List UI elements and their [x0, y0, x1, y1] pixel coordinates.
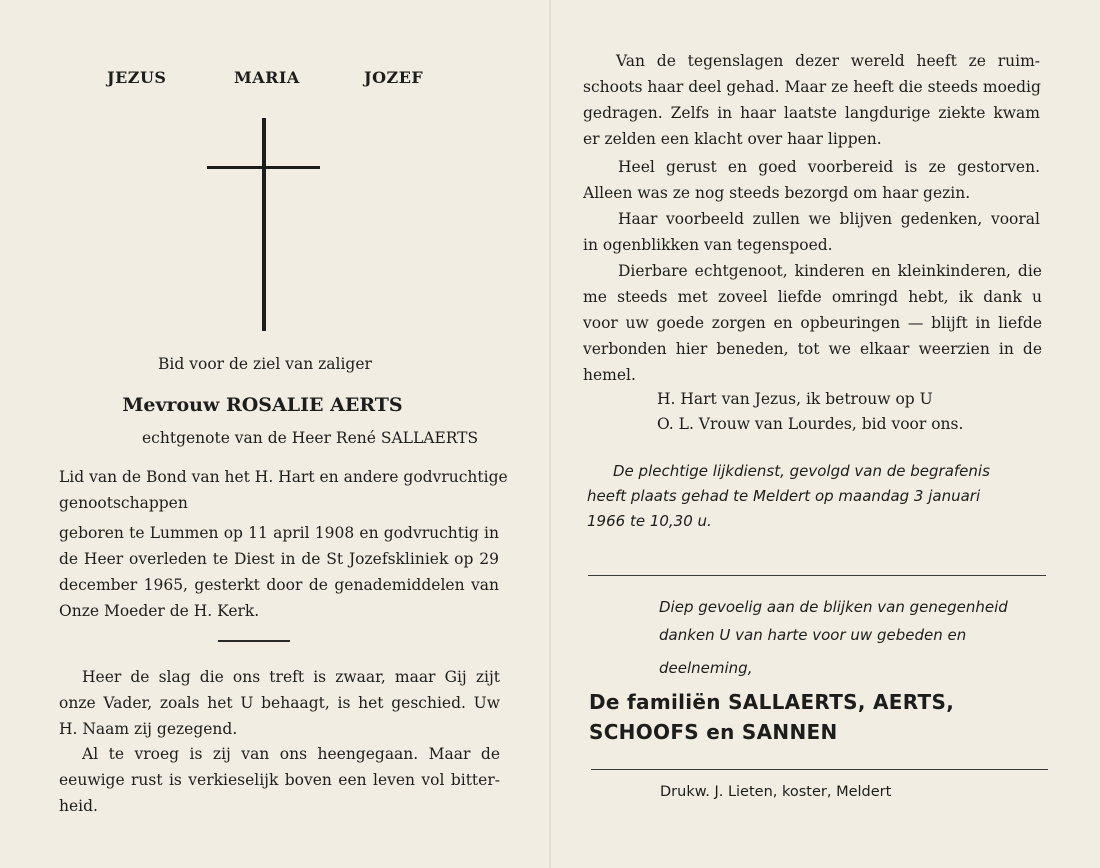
center-fold	[549, 0, 551, 868]
life-line-4: Onze Moeder de H. Kerk.	[59, 602, 260, 620]
deceased-name	[0, 394, 525, 416]
right-para4-line-4: verbonden hier beneden, tot we elkaar weerzien in de	[583, 340, 1042, 358]
thanks-line-1: Diep gevoelig aan de blijken van genegenheid	[659, 598, 1008, 616]
invocation-1: H. Hart van Jezus, ik betrouw op U	[657, 390, 933, 408]
header-name-jezus: JEZUS	[107, 68, 167, 87]
right-para4-line-5: hemel.	[583, 366, 636, 384]
right-para1-line-4: er zelden een klacht over haar lippen.	[583, 130, 882, 148]
membership-line-2: genootschappen	[59, 494, 188, 512]
thanks-line-2: danken U van harte voor uw gebeden en	[659, 626, 967, 644]
right-para3-line-2: in ogenblikken van tegenspoed.	[583, 236, 833, 254]
right-para1-line-3: gedragen. Zelfs in haar laatste langdurige ziekte kwam	[583, 104, 1040, 122]
thanks-line-3: deelneming,	[659, 659, 753, 677]
spouse-line: echtgenote van de Heer René SALLAERTS	[142, 429, 479, 447]
family-line-1: De familiën SALLAERTS, AERTS,	[589, 690, 955, 714]
right-para1-line-1: Van de tegenslagen dezer wereld heeft ze ruim-	[616, 52, 1040, 70]
right-para3-line-1: Haar voorbeeld zullen we blijven gedenken, vooral	[618, 210, 1040, 228]
right-para1-line-2: schoots haar deel gehad. Maar ze heeft die steeds moedig	[583, 78, 1041, 96]
header-name-maria: MARIA	[234, 68, 300, 87]
funeral-line-1: De plechtige lijkdienst, gevolgd van de begrafenis	[613, 462, 990, 480]
left-para1-line-2: onze Vader, zoals het U behaagt, is het geschied. Uw	[59, 694, 500, 712]
cross-icon-bar	[207, 166, 320, 169]
right-para2-line-1: Heel gerust en goed voorbereid is ze gestorven.	[618, 158, 1040, 176]
life-line-1: geboren te Lummen op 11 april 1908 en godvruchtig in	[59, 524, 499, 542]
left-para1-line-3: H. Naam zij gezegend.	[59, 720, 238, 738]
left-para2-line-2: eeuwige rust is verkieselijk boven een leven vol bitter-	[59, 771, 500, 789]
cross-icon	[262, 118, 266, 331]
family-line-2: SCHOOFS en SANNEN	[589, 720, 838, 744]
header-name-jozef: JOZEF	[364, 68, 424, 87]
deceased-prefix: Mevrouw	[122, 394, 220, 416]
right-para4-line-1: Dierbare echtgenoot, kinderen en kleinkinderen, die	[618, 262, 1042, 280]
divider	[218, 640, 290, 642]
funeral-line-3: 1966 te 10,30 u.	[587, 512, 712, 530]
right-para4-line-3: voor uw goede zorgen en opbeuringen — blijft in liefde	[583, 314, 1042, 332]
invocation-2: O. L. Vrouw van Lourdes, bid voor ons.	[657, 415, 964, 433]
divider	[591, 769, 1048, 770]
right-para2-line-2: Alleen was ze nog steeds bezorgd om haar gezin.	[583, 184, 971, 202]
divider	[588, 575, 1046, 576]
printer-credit: Drukw. J. Lieten, koster, Meldert	[660, 784, 892, 800]
deceased-fullname: ROSALIE AERTS	[225, 394, 403, 416]
funeral-line-2: heeft plaats gehad te Meldert op maandag 3 januari	[587, 487, 981, 505]
left-para2-line-3: heid.	[59, 797, 98, 815]
prayer-intro: Bid voor de ziel van zaliger	[158, 355, 372, 373]
left-para2-line-1: Al te vroeg is zij van ons heengegaan. Maar de	[82, 745, 500, 763]
left-para1-line-1: Heer de slag die ons treft is zwaar, maar Gij zijt	[82, 668, 500, 686]
right-para4-line-2: me steeds met zoveel liefde omringd hebt, ik dank u	[583, 288, 1042, 306]
life-line-2: de Heer overleden te Diest in de St Jozefskliniek op 29	[59, 550, 499, 568]
membership-line-1: Lid van de Bond van het H. Hart en andere godvruchtige	[59, 468, 508, 486]
life-line-3: december 1965, gesterkt door de genademiddelen van	[59, 576, 499, 594]
